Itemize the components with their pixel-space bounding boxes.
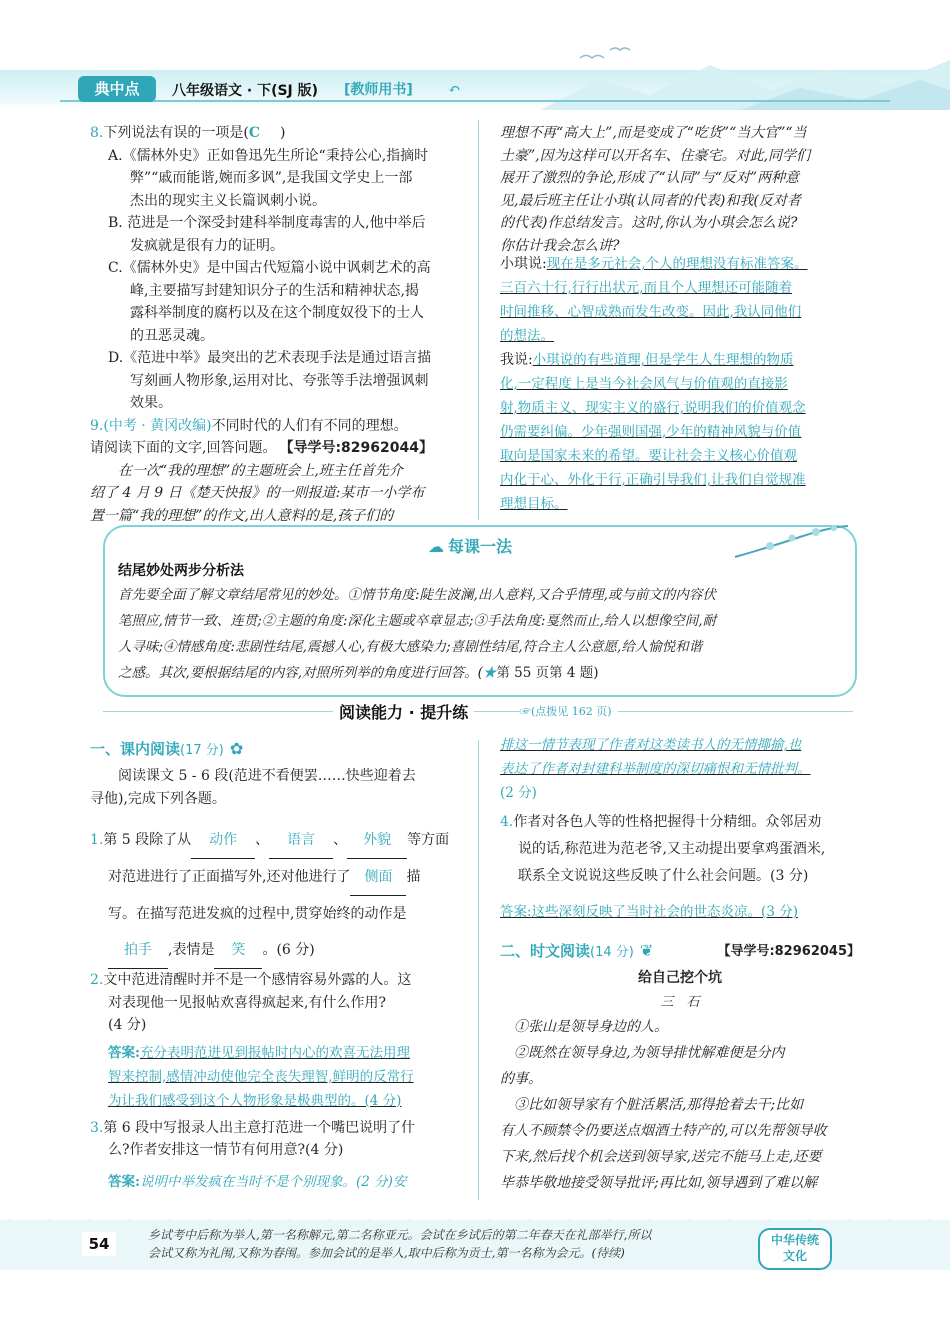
- passage-line: 你估计我会怎么讲?: [500, 237, 620, 254]
- q2-text: 对表现他一见报帖欢喜得疯起来,有什么作用?: [108, 994, 386, 1011]
- article-line: ①张山是领导身边的人。: [514, 1019, 668, 1035]
- me-answer-line: 仍需要纠偏。少年强则国强,少年的精神风貌与价值: [500, 424, 802, 440]
- question-3: [90, 1117, 472, 1162]
- question-1: [90, 822, 472, 969]
- badge-line: 中华传统: [770, 1233, 819, 1247]
- q9-passage-line: 在一次“我的理想”的主题班会上,班主任首先介: [118, 462, 403, 479]
- q1-blank: 动作: [191, 822, 255, 859]
- question-2: [90, 969, 472, 1037]
- q1-blank: 侧面: [350, 859, 406, 896]
- me-answer-line: 射,物质主义、现实主义的盛行,说明我们的价值观念: [500, 400, 806, 416]
- answer-label: 答案:: [108, 1173, 140, 1190]
- passage-line: 的代表)作总结发言。这时,你认为小琪会怎么说?: [500, 215, 798, 231]
- q1-text: ,表情是: [168, 942, 215, 958]
- culture-badge: [758, 1228, 832, 1270]
- article-line: ③比如领导家有个脏活累活,那得抢着去干;比如: [514, 1097, 804, 1113]
- option-c-line: 露科举制度的腐朽以及在这个制度奴役下的士人: [130, 305, 424, 321]
- q3-text: 么?作者安排这一情节有何用意?(4 分): [108, 1142, 344, 1158]
- q1-blank: 外貌: [347, 822, 407, 859]
- option-c: [90, 257, 470, 347]
- method-body: [118, 582, 838, 686]
- passage-line: 土豪”,因为这样可以开名车、住豪宅。对此,同学们: [500, 147, 811, 164]
- q9-continuation: [500, 122, 860, 257]
- option-b: [90, 212, 470, 257]
- method-title: [428, 534, 512, 557]
- question-9: [90, 415, 470, 438]
- option-a-line: 弊”“戚而能谐,婉而多讽”,是我国文学史上一部: [130, 170, 413, 186]
- q2-text: (4 分): [108, 1017, 147, 1033]
- option-d-line: 写刻画人物形象,运用对比、夸张等手法增强讽刺: [130, 372, 429, 389]
- q1-text: 写。在描写范进发疯的过程中,贯穿始终的动作是: [108, 906, 407, 922]
- leaf-icon: ❦: [639, 941, 654, 960]
- article-line: 有人不顾禁令仍要送点烟酒土特产的,可以先帮领导收: [500, 1123, 827, 1139]
- footer-note: [148, 1226, 738, 1262]
- intro-line: 阅读课文 5 - 6 段(范进不看便罢……快些迎着去: [118, 768, 416, 784]
- option-d-line: D.《范进中举》最突出的艺术表现手法是通过语言描: [108, 350, 432, 366]
- page-number: 54: [82, 1232, 116, 1256]
- pointing-hand-icon: ☞: [520, 705, 531, 718]
- q4-text: 作者对各色人等的性格把握得十分精细。众邻居劝: [513, 814, 822, 830]
- xiaoqi-answer-line: 三百六十行,行行出状元,而且个人理想还可能随着: [500, 280, 793, 296]
- q3-answer-line: 排这一情节表现了作者对这类读书人的无情揶揄,也: [500, 737, 802, 753]
- part-two-code: 【导学号:82962045】: [717, 944, 860, 959]
- question-4: [500, 809, 860, 890]
- option-d-line: 效果。: [130, 395, 172, 411]
- section-note-text: (点拨见 162 页): [531, 705, 612, 718]
- q1-text: 描: [406, 869, 421, 885]
- undo-arrow-icon: ↶: [448, 80, 461, 98]
- question-8: [90, 122, 470, 527]
- passage-line: 见,最后班主任让小琪(认同者的代表)和我(反对者: [500, 192, 801, 209]
- q8-close: ): [279, 125, 286, 141]
- option-a-line: A.《儒林外史》正如鲁迅先生所论“秉持公心,指摘时: [108, 147, 429, 164]
- q1-sep: 、: [255, 832, 270, 848]
- q1-text: 对范进进行了正面描写外,还对他进行了: [108, 869, 351, 885]
- column-divider-lower: [478, 740, 479, 1200]
- q4-text: 说的话,称范进为范老爷,又主动提出要拿鸡蛋酒米,: [518, 841, 826, 857]
- q9-stem: 不同时代的人们有不同的理想。: [211, 417, 408, 434]
- q3-answer-line: 表达了作者对封建科举制度的深切痛恨和无情批判。: [500, 761, 811, 777]
- q9-line: 请阅读下面的文字,回答问题。: [90, 440, 277, 456]
- option-b-line: B. 范进是一个深受封建科举制度毒害的人,他中举后: [108, 215, 426, 231]
- method-line: 之感。其次,要根据结尾的内容,对照所列举的角度进行回答。(: [118, 665, 483, 681]
- passage-line: 理想不再“高大上”,而是变成了“吃货”“当大官”“当: [500, 125, 807, 141]
- q1-blank: 拍手: [108, 932, 168, 969]
- q1-blank: 语言: [269, 822, 333, 859]
- article-body: [500, 1014, 860, 1196]
- article-author: 三 石: [660, 995, 700, 1010]
- brand-logo: 典中点: [78, 76, 156, 102]
- method-reference: 第 55 页第 4 题): [496, 665, 599, 681]
- book-title: 八年级语文 · 下(SJ 版): [172, 83, 319, 99]
- q1-text: 等方面: [407, 832, 450, 848]
- xiaoqi-label: 小琪说:: [500, 256, 547, 272]
- q3-text: 第 6 段中写报录人出主意打范进一个嘴巴说明了什: [103, 1119, 416, 1136]
- option-a-line: 杰出的现实主义长篇讽刺小说。: [130, 192, 326, 209]
- xiaoqi-answer-line: 时间推移、心智成熟而发生改变。因此,我认同他们: [500, 304, 802, 320]
- xiaoqi-answer-line: 的想法。: [500, 328, 554, 344]
- q9-source: (中考 · 黄冈改编): [103, 417, 212, 434]
- option-a: [90, 145, 470, 213]
- option-c-line: 的丑恶灵魂。: [130, 327, 214, 344]
- article-line: 毕恭毕敬地接受领导批评;再比如,领导遇到了难以解: [500, 1175, 818, 1191]
- option-c-line: C.《儒林外史》是中国古代短篇小说中讽刺艺术的高: [108, 260, 431, 276]
- passage-line: 展开了激烈的争论,形成了“认同”与“反对”两种意: [500, 170, 800, 186]
- part-two-score: (14 分): [590, 945, 634, 960]
- q1-text: 。(6 分): [262, 942, 315, 958]
- article-line: 的事。: [500, 1071, 542, 1087]
- header-rule: [60, 100, 890, 102]
- footer-line: 乡试考中后称为举人,第一名称解元,第二名称亚元。会试在乡试后的第二年春天在礼部举行,所以: [148, 1228, 652, 1242]
- part-one-score: (17 分): [180, 743, 224, 758]
- q2-answer: [90, 1041, 472, 1113]
- section-title: 阅读能力 · 提升练: [333, 700, 474, 723]
- plum-branch-decoration: [730, 522, 850, 562]
- q1-blank: 笑: [214, 932, 262, 969]
- option-c-line: 峰,主要描写封建知识分子的生活和精神状态,揭: [130, 282, 419, 299]
- section-rule: [103, 711, 853, 712]
- me-answer-line: 内化于心、外化于行,正确引导我们,让我们自觉规准: [500, 472, 806, 488]
- q3-answer-line: (2 分): [500, 785, 537, 801]
- q9-passage-line: 绍了 4 月 9 日《楚天快报》的一则报道:某市一小学布: [90, 485, 425, 501]
- flower-icon: ✿: [229, 739, 244, 758]
- method-subtitle: 结尾妙处两步分析法: [118, 563, 244, 579]
- q1-number: 1.: [90, 832, 104, 848]
- method-title-text: 每课一法: [448, 537, 513, 556]
- method-line: 笔照应,情节一致、连贯;②主题的角度:深化主题或卒章显志;③手法角度:戛然而止,给人以想像空间,耐: [118, 613, 717, 629]
- xiaoqi-answer-line: 现在是多元社会,个人的理想没有标准答案。: [546, 256, 808, 272]
- method-line: 首先要全面了解文章结尾常见的妙处。①情节角度:陡生波澜,出人意料,又合乎情理,或与前文的内容伏: [118, 587, 716, 603]
- part-one-heading: 一、课内阅读: [90, 740, 181, 758]
- q1-text: 第 5 段除了从: [103, 832, 192, 848]
- q2-answer-line: 充分表明范进见到报帖时内心的欢喜无法用理: [139, 1044, 410, 1061]
- answer-label: 答案:: [108, 1044, 140, 1061]
- badge-line: 文化: [782, 1249, 807, 1263]
- right-lower-column: [500, 733, 860, 1196]
- column-divider: [478, 120, 479, 520]
- q2-answer-line: 智来控制,感情冲动使他完全丧失理智,鲜明的反常行: [108, 1068, 414, 1085]
- article-line: 下来,然后找个机会送到领导家,送完不能马上走,还要: [500, 1149, 822, 1165]
- part-two-heading-row: [500, 940, 860, 961]
- q3-number: 3.: [90, 1119, 104, 1136]
- footer-line: 会试又称为礼闱,又称为春闱。参加会试的是举人,取中后称为贡士,第一名称为会元。(待续): [148, 1246, 625, 1260]
- q9-passage-line: 置一篇“我的理想”的作文,出人意料的是,孩子们的: [90, 507, 394, 524]
- q2-answer-line: 为让我们感受到这个人物形象是极典型的。(4 分): [108, 1092, 402, 1109]
- q3-answer: [90, 1170, 472, 1194]
- q8-answer: C: [248, 125, 260, 141]
- q3-answer-line: 说明中举发疯在当时不是个别现象。(2 分)安: [139, 1173, 407, 1190]
- q9-code: 【导学号:82962044】: [286, 440, 433, 456]
- q2-text: 文中范进清醒时并不是一个感情容易外露的人。这: [103, 972, 412, 988]
- me-answer-line: 小琪说的有些道理,但是学生人生理想的物质: [532, 352, 794, 368]
- article-title: 给自己挖个坑: [638, 970, 722, 986]
- option-b-line: 发疯就是很有力的证明。: [130, 237, 284, 254]
- part-two-heading: 二、时文阅读: [500, 942, 591, 960]
- q4-text: 联系全文说说这些反映了什么社会问题。(3 分): [518, 868, 809, 884]
- q8-stem: 下列说法有误的一项是(: [103, 125, 249, 141]
- method-line: 人寻味;④情感角度:悲剧性结尾,震撼人心,有极大感染力;喜剧性结尾,符合主人公意愿,给人愉悦和谐: [118, 639, 703, 655]
- cloud-icon: ☁: [428, 537, 444, 556]
- part-one: [90, 738, 472, 1194]
- q8-number: 8.: [90, 125, 104, 141]
- q4-number: 4.: [500, 814, 514, 830]
- q4-answer: 答案:这些深刻反映了当时社会的世态炎凉。(3 分): [500, 904, 798, 920]
- q1-sep: 、: [333, 832, 348, 848]
- q9-number: 9.: [90, 417, 104, 434]
- me-answer-line: 化,一定程度上是当今社会风气与价值观的直接影: [500, 376, 788, 392]
- intro-line: 寻他),完成下列各题。: [90, 790, 226, 807]
- me-label: 我说:: [500, 352, 533, 368]
- teacher-tag: [教师用书]: [344, 82, 413, 98]
- option-d: [90, 347, 470, 415]
- me-answer-line: 取向是国家未来的希望。要让社会主义核心价值观: [500, 448, 797, 464]
- answer-me: [500, 348, 860, 516]
- section-note: [520, 703, 618, 719]
- star-icon: ★: [482, 665, 497, 681]
- me-answer-line: 理想目标。: [500, 496, 568, 512]
- q2-number: 2.: [90, 972, 104, 988]
- article-line: ②既然在领导身边,为领导排忧解难便是分内: [514, 1045, 785, 1061]
- answer-xiaoqi: [500, 252, 860, 348]
